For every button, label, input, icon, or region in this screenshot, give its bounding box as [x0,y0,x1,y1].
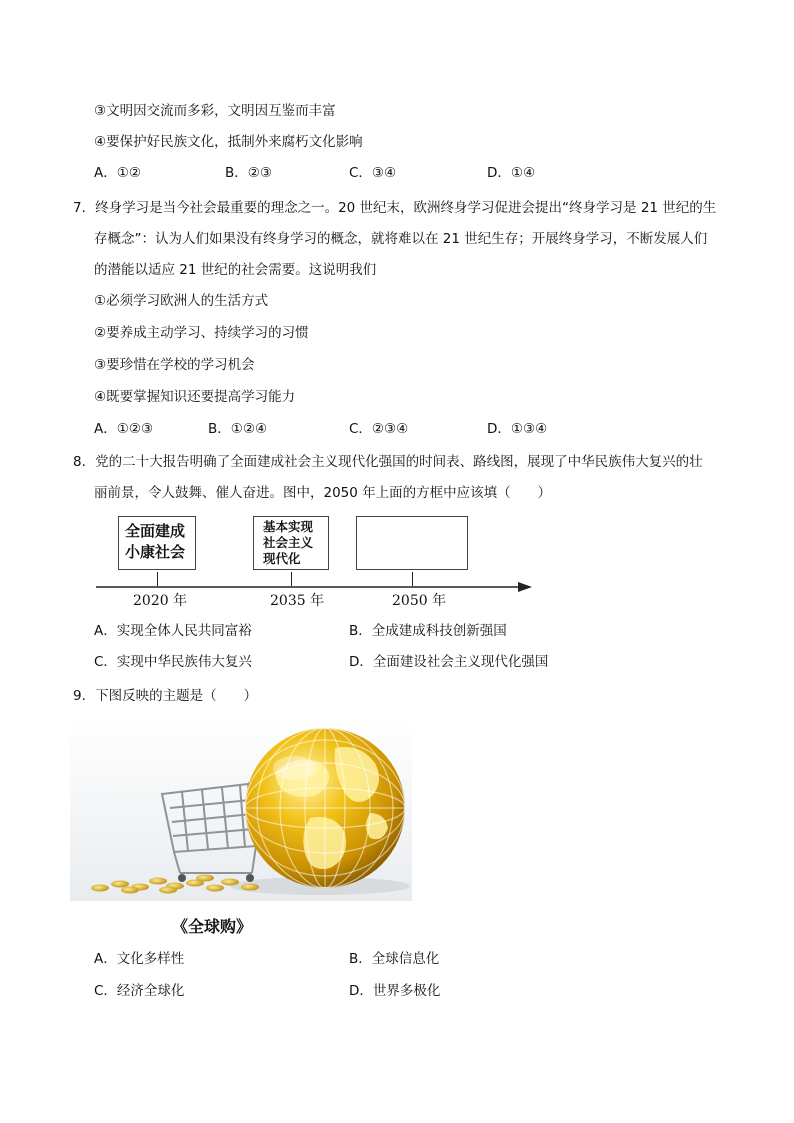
timeline-box-2035 [253,516,329,570]
q7-item-3: ③要珍惜在学校的学习机会 [94,357,255,373]
q9-stem: 9．下图反映的主题是（ ） [73,688,258,704]
q9-option-b: B．全球信息化 [349,951,440,967]
q6-option-b: B．②③ [225,165,272,181]
q6-item-3: ③文明因交流而多彩，文明因互鉴而丰富 [94,103,336,119]
q7-option-a: A．①②③ [94,421,154,437]
timeline-year-2020: 2020 年 [133,593,188,609]
q8-option-c: C．实现中华民族伟大复兴 [94,654,252,670]
q9-option-a: A．文化多样性 [94,951,185,967]
q7-option-c: C．②③④ [349,421,409,437]
q7-option-b: B．①②④ [208,421,268,437]
timeline-box-2035-line-1: 基本实现 [263,519,314,534]
timeline-box-2020-line-2: 小康社会 [125,543,186,561]
q8-stem-line-1: 8．党的二十大报告明确了全面建成社会主义现代化强国的时间表、路线图，展现了中华民族伟大复兴的壮 [73,454,703,470]
q7-stem-line-3: 的潜能以适应 21 世纪的社会需要。这说明我们 [94,262,377,278]
q8-option-a: A．实现全体人民共同富裕 [94,623,252,639]
timeline-box-2050-blank [356,516,468,570]
q9-option-d: D．世界多极化 [349,983,441,999]
q8-option-b: B．全成建成科技创新强国 [349,623,507,639]
timeline-year-2050: 2050 年 [392,593,447,609]
q7-item-2: ②要养成主动学习、持续学习的习惯 [94,325,309,341]
golden-globe-icon [245,728,405,888]
timeline-box-2035-line-2: 社会主义 [263,535,314,550]
q6-option-c: C．③④ [349,165,397,181]
global-shopping-image [70,718,412,901]
q6-option-a: A．①② [94,165,141,181]
q7-stem-line-2: 存概念”：认为人们如果没有终身学习的概念，就将难以在 21 世纪生存；开展终身学习，不断发展人们 [94,231,708,247]
timeline-box-2035-line-3: 现代化 [263,551,301,566]
timeline-box-2020-line-1: 全面建成 [125,522,186,540]
q8-stem-line-2: 丽前景，令人鼓舞、催人奋进。图中，2050 年上面的方框中应该填（ ） [94,485,552,501]
timeline-year-2035: 2035 年 [270,593,325,609]
image-caption: 《全球购》 [172,917,253,936]
q7-stem-line-1: 7．终身学习是当今社会最重要的理念之一。20 世纪末，欧洲终身学习促进会提出“终身学习是 21 世纪的生 [73,200,717,216]
q6-item-4: ④要保护好民族文化，抵制外来腐朽文化影响 [94,134,363,150]
q8-option-d: D．全面建设社会主义现代化强国 [349,654,549,670]
q7-option-d: D．①③④ [487,421,548,437]
q6-option-d: D．①④ [487,165,536,181]
q7-item-1: ①必须学习欧洲人的生活方式 [94,293,269,309]
timeline-box-2020 [118,516,196,570]
q9-option-c: C．经济全球化 [94,983,185,999]
q7-item-4: ④既要掌握知识还要提高学习能力 [94,389,296,405]
